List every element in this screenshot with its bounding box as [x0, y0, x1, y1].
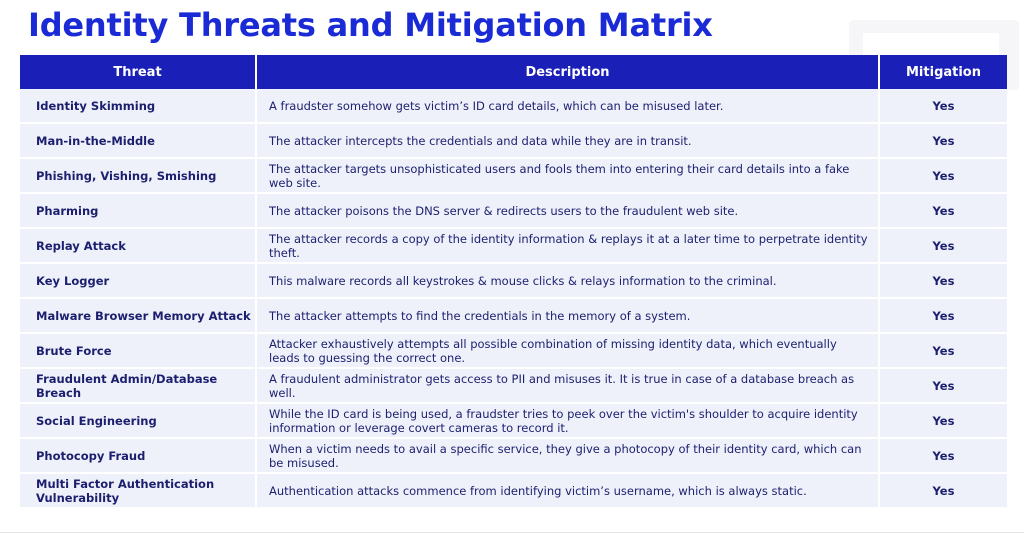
background-panel-inner — [863, 33, 999, 55]
header-mitigation: Mitigation — [880, 55, 1007, 89]
mitigation-cell: Yes — [880, 299, 1007, 334]
table-row — [20, 124, 1007, 159]
mitigation-cell: Yes — [880, 229, 1007, 264]
threat-cell: Social Engineering — [20, 404, 257, 439]
description-cell: Authentication attacks commence from identifying victim’s username, which is always static. — [257, 474, 880, 509]
threat-cell: Key Logger — [20, 264, 257, 299]
mitigation-cell: Yes — [880, 439, 1007, 474]
table-row — [20, 159, 1007, 194]
description-cell: The attacker targets unsophisticated users and fools them into entering their card details into a fake web site. — [257, 159, 880, 194]
table-row — [20, 299, 1007, 334]
mitigation-cell: Yes — [880, 334, 1007, 369]
threat-matrix-table — [20, 55, 1007, 509]
page-title: Identity Threats and Mitigation Matrix — [28, 6, 713, 44]
bottom-divider — [0, 532, 1024, 533]
threat-cell: Replay Attack — [20, 229, 257, 264]
description-cell: While the ID card is being used, a fraudster tries to peek over the victim's shoulder to acquire identity information or leverage covert cameras to record it. — [257, 404, 880, 439]
mitigation-cell: Yes — [880, 194, 1007, 229]
description-cell: When a victim needs to avail a specific service, they give a photocopy of their identity card, which can be misused. — [257, 439, 880, 474]
table-row — [20, 194, 1007, 229]
mitigation-cell: Yes — [880, 89, 1007, 124]
header-description: Description — [257, 55, 880, 89]
table-row — [20, 474, 1007, 509]
description-cell: The attacker intercepts the credentials and data while they are in transit. — [257, 124, 880, 159]
table-row — [20, 404, 1007, 439]
table-row — [20, 264, 1007, 299]
description-cell: A fraudulent administrator gets access to PII and misuses it. It is true in case of a database breach as well. — [257, 369, 880, 404]
threat-cell: Identity Skimming — [20, 89, 257, 124]
description-cell: The attacker records a copy of the identity information & replays it at a later time to perpetrate identity theft. — [257, 229, 880, 264]
table-row — [20, 439, 1007, 474]
mitigation-cell: Yes — [880, 369, 1007, 404]
threat-cell: Multi Factor Authentication Vulnerability — [20, 474, 257, 509]
table-header-row — [20, 55, 1007, 89]
mitigation-cell: Yes — [880, 264, 1007, 299]
mitigation-cell: Yes — [880, 124, 1007, 159]
description-cell: A fraudster somehow gets victim’s ID card details, which can be misused later. — [257, 89, 880, 124]
threat-cell: Malware Browser Memory Attack — [20, 299, 257, 334]
table-row — [20, 229, 1007, 264]
threat-cell: Fraudulent Admin/Database Breach — [20, 369, 257, 404]
mitigation-cell: Yes — [880, 474, 1007, 509]
mitigation-cell: Yes — [880, 159, 1007, 194]
table-row — [20, 369, 1007, 404]
header-threat: Threat — [20, 55, 257, 89]
description-cell: The attacker attempts to find the credentials in the memory of a system. — [257, 299, 880, 334]
mitigation-cell: Yes — [880, 404, 1007, 439]
description-cell: The attacker poisons the DNS server & redirects users to the fraudulent web site. — [257, 194, 880, 229]
description-cell: This malware records all keystrokes & mouse clicks & relays information to the criminal. — [257, 264, 880, 299]
table-row — [20, 89, 1007, 124]
threat-cell: Phishing, Vishing, Smishing — [20, 159, 257, 194]
threat-cell: Pharming — [20, 194, 257, 229]
description-cell: Attacker exhaustively attempts all possible combination of missing identity data, which eventually leads to guessing the correct one. — [257, 334, 880, 369]
threat-cell: Photocopy Fraud — [20, 439, 257, 474]
threat-cell: Brute Force — [20, 334, 257, 369]
table-row — [20, 334, 1007, 369]
threat-cell: Man-in-the-Middle — [20, 124, 257, 159]
